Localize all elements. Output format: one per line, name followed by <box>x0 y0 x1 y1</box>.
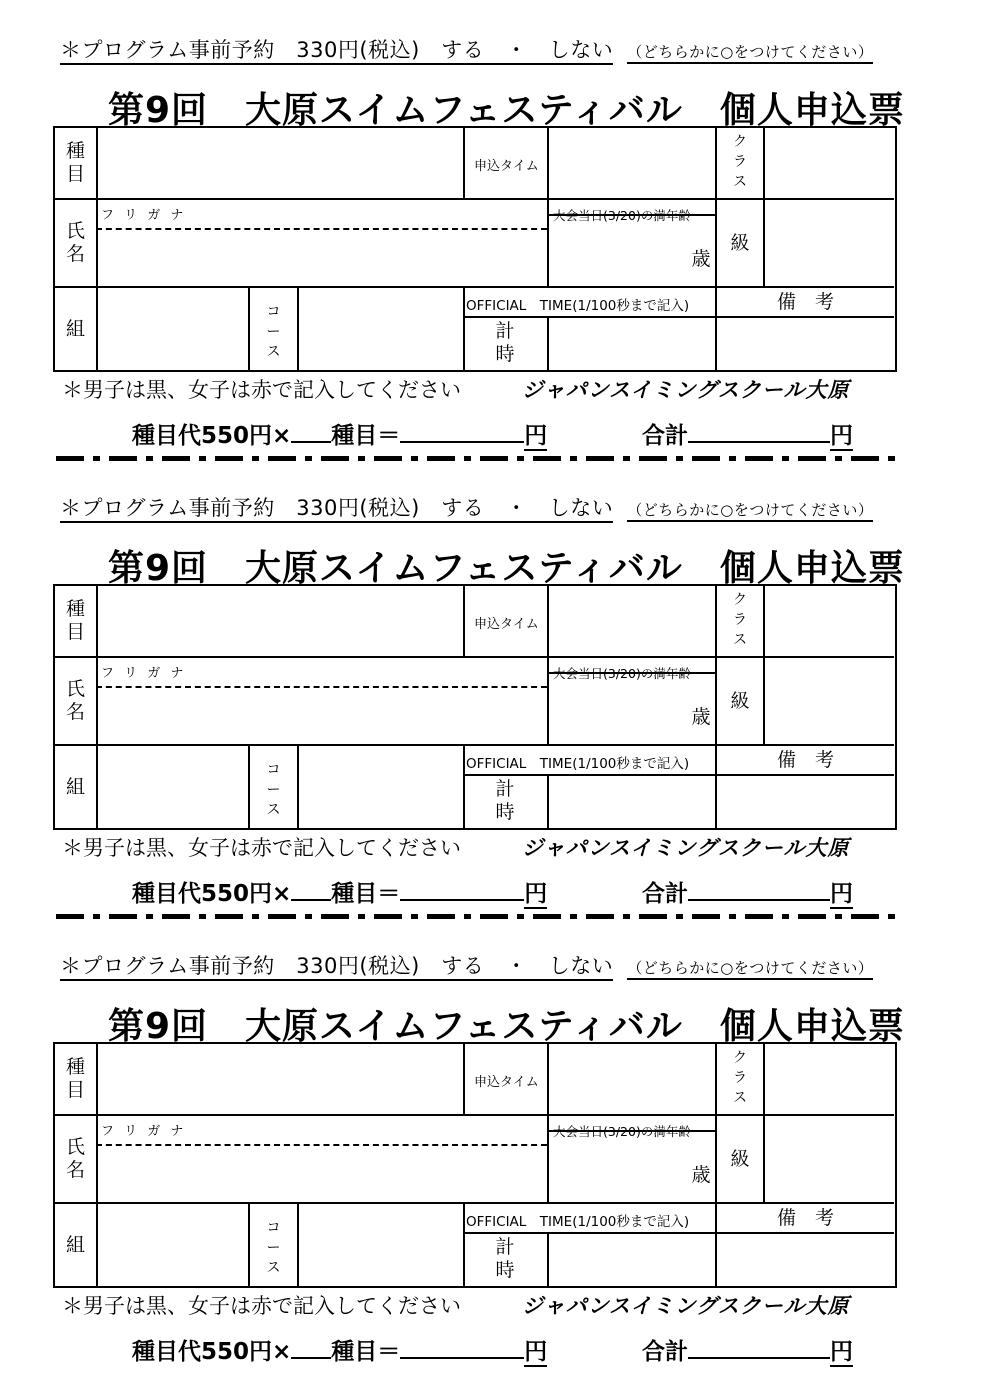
total-yen: 円 <box>830 423 853 449</box>
grade-field[interactable] <box>765 658 893 743</box>
course-label: コ ー ス <box>266 304 281 360</box>
official-time-field[interactable] <box>549 318 713 371</box>
furigana-label: フ リ ガ ナ <box>101 208 187 223</box>
fee-amount-blank[interactable] <box>400 877 524 901</box>
age-unit-label: 歳 <box>691 248 711 270</box>
total-yen: 円 <box>830 881 853 907</box>
official-time-label: OFFICIAL TIME(1/100秒まで記入) <box>466 756 690 772</box>
event-count-blank[interactable] <box>291 419 331 443</box>
event-field[interactable] <box>98 1046 461 1113</box>
group-field[interactable] <box>98 288 247 371</box>
option-separator: ・ <box>505 38 528 62</box>
age-unit-label: 歳 <box>691 706 711 728</box>
official-time-field[interactable] <box>549 776 713 829</box>
group-field[interactable] <box>98 746 247 829</box>
option-yes[interactable]: する <box>441 496 485 520</box>
fee-yen: 円 <box>524 423 548 449</box>
fee-amount-blank[interactable] <box>400 419 524 443</box>
fee-line <box>132 875 547 908</box>
total-amount-blank[interactable] <box>688 877 830 901</box>
entry-form-2 <box>0 458 990 916</box>
class-label: ク ラ ス <box>733 1050 747 1106</box>
remarks-field[interactable] <box>717 318 893 371</box>
grade-label: 級 <box>730 1148 750 1170</box>
age-field[interactable] <box>549 1133 669 1201</box>
event-count-blank[interactable] <box>291 877 331 901</box>
event-label: 種 目 <box>65 1056 85 1101</box>
entry-time-label: 申込タイム <box>474 159 539 174</box>
entry-form-3 <box>0 916 990 1374</box>
fee-prefix: 種目代550円× <box>132 1339 292 1365</box>
fee-mid: 種目＝ <box>331 881 401 907</box>
furigana-label: フ リ ガ ナ <box>101 666 187 681</box>
program-price: 330円(税込) <box>296 954 420 978</box>
entry-table <box>53 126 897 372</box>
entry-form-1 <box>0 0 990 458</box>
class-field[interactable] <box>765 1046 893 1113</box>
total-yen: 円 <box>830 1339 853 1365</box>
form-title: 第9回 大原スイムフェスティバル 個人申込票 <box>108 90 905 131</box>
class-field[interactable] <box>765 130 893 197</box>
age-header-label: 大会当日(3/20)の満年齢 <box>553 1124 691 1139</box>
entry-time-field[interactable] <box>549 130 713 197</box>
total-line <box>642 875 853 908</box>
event-label: 種 目 <box>65 140 85 185</box>
program-lead: ＊プログラム事前予約 <box>60 38 275 62</box>
remarks-label: 備 考 <box>776 749 834 771</box>
age-header-label: 大会当日(3/20)の満年齢 <box>553 208 691 223</box>
total-line <box>642 417 853 450</box>
program-price: 330円(税込) <box>296 38 420 62</box>
total-label: 合計 <box>642 1339 688 1365</box>
fee-amount-blank[interactable] <box>400 1335 524 1359</box>
group-label: 組 <box>65 318 85 340</box>
fee-yen: 円 <box>524 881 548 907</box>
total-line <box>642 1333 853 1366</box>
age-header-label: 大会当日(3/20)の満年齢 <box>553 666 691 681</box>
course-label: コ ー ス <box>266 1220 281 1276</box>
group-label: 組 <box>65 776 85 798</box>
option-separator: ・ <box>505 496 528 520</box>
age-field[interactable] <box>549 217 669 285</box>
fee-mid: 種目＝ <box>331 1339 401 1365</box>
program-reservation <box>60 950 873 980</box>
official-time-field[interactable] <box>549 1234 713 1287</box>
course-field[interactable] <box>299 1204 462 1287</box>
official-time-label: OFFICIAL TIME(1/100秒まで記入) <box>466 298 690 314</box>
entry-time-field[interactable] <box>549 588 713 655</box>
ink-note: ＊男子は黒、女子は赤で記入してください <box>62 1294 461 1318</box>
remarks-label: 備 考 <box>776 291 834 313</box>
official-time-label: OFFICIAL TIME(1/100秒まで記入) <box>466 1214 690 1230</box>
age-field[interactable] <box>549 675 669 743</box>
name-label: 氏 名 <box>65 220 85 265</box>
total-label: 合計 <box>642 423 688 449</box>
event-field[interactable] <box>98 588 461 655</box>
name-label: 氏 名 <box>65 1136 85 1181</box>
fee-prefix: 種目代550円× <box>132 423 292 449</box>
program-reservation <box>60 492 873 522</box>
school-name: ジャパンスイミングスクール大原 <box>522 1294 850 1318</box>
fee-prefix: 種目代550円× <box>132 881 292 907</box>
timing-label: 計 時 <box>495 320 515 365</box>
course-field[interactable] <box>299 288 462 371</box>
class-field[interactable] <box>765 588 893 655</box>
total-amount-blank[interactable] <box>688 1335 830 1359</box>
option-yes[interactable]: する <box>441 954 485 978</box>
program-price: 330円(税込) <box>296 496 420 520</box>
name-field[interactable] <box>98 689 545 743</box>
name-field[interactable] <box>98 1147 545 1201</box>
furigana-field[interactable] <box>98 1134 545 1144</box>
event-label: 種 目 <box>65 598 85 643</box>
event-field[interactable] <box>98 130 461 197</box>
option-no[interactable]: しない <box>548 496 614 520</box>
grade-field[interactable] <box>765 1116 893 1201</box>
option-separator: ・ <box>505 954 528 978</box>
school-name: ジャパンスイミングスクール大原 <box>522 378 850 402</box>
fee-line <box>132 417 547 450</box>
name-field[interactable] <box>98 231 545 285</box>
furigana-field[interactable] <box>98 676 545 686</box>
total-amount-blank[interactable] <box>688 419 830 443</box>
event-count-blank[interactable] <box>291 1335 331 1359</box>
name-label: 氏 名 <box>65 678 85 723</box>
ink-note: ＊男子は黒、女子は赤で記入してください <box>62 836 461 860</box>
age-unit-label: 歳 <box>691 1164 711 1186</box>
entry-time-label: 申込タイム <box>474 1075 539 1090</box>
entry-time-field[interactable] <box>549 1046 713 1113</box>
ink-note: ＊男子は黒、女子は赤で記入してください <box>62 378 461 402</box>
fee-line <box>132 1333 547 1366</box>
furigana-field[interactable] <box>98 218 545 228</box>
grade-label: 級 <box>730 690 750 712</box>
total-label: 合計 <box>642 881 688 907</box>
option-no[interactable]: しない <box>548 954 614 978</box>
program-instruction: （どちらかに○をつけてください） <box>627 43 873 64</box>
class-label: ク ラ ス <box>733 134 747 190</box>
course-label: コ ー ス <box>266 762 281 818</box>
fee-mid: 種目＝ <box>331 423 401 449</box>
form-title: 第9回 大原スイムフェスティバル 個人申込票 <box>108 1006 905 1047</box>
fee-yen: 円 <box>524 1339 548 1365</box>
entry-table <box>53 584 897 830</box>
timing-label: 計 時 <box>495 1236 515 1281</box>
class-label: ク ラ ス <box>733 592 747 648</box>
course-field[interactable] <box>299 746 462 829</box>
furigana-label: フ リ ガ ナ <box>101 1124 187 1139</box>
timing-label: 計 時 <box>495 778 515 823</box>
program-lead: ＊プログラム事前予約 <box>60 954 275 978</box>
entry-time-label: 申込タイム <box>474 617 539 632</box>
program-instruction: （どちらかに○をつけてください） <box>627 501 873 522</box>
entry-table <box>53 1042 897 1288</box>
program-reservation <box>60 34 873 64</box>
option-yes[interactable]: する <box>441 38 485 62</box>
grade-label: 級 <box>730 232 750 254</box>
program-lead: ＊プログラム事前予約 <box>60 496 275 520</box>
group-label: 組 <box>65 1234 85 1256</box>
program-instruction: （どちらかに○をつけてください） <box>627 959 873 980</box>
grade-field[interactable] <box>765 200 893 285</box>
form-title: 第9回 大原スイムフェスティバル 個人申込票 <box>108 548 905 589</box>
option-no[interactable]: しない <box>548 38 614 62</box>
remarks-label: 備 考 <box>776 1207 834 1229</box>
group-field[interactable] <box>98 1204 247 1287</box>
school-name: ジャパンスイミングスクール大原 <box>522 836 850 860</box>
remarks-field[interactable] <box>717 776 893 829</box>
remarks-field[interactable] <box>717 1234 893 1287</box>
